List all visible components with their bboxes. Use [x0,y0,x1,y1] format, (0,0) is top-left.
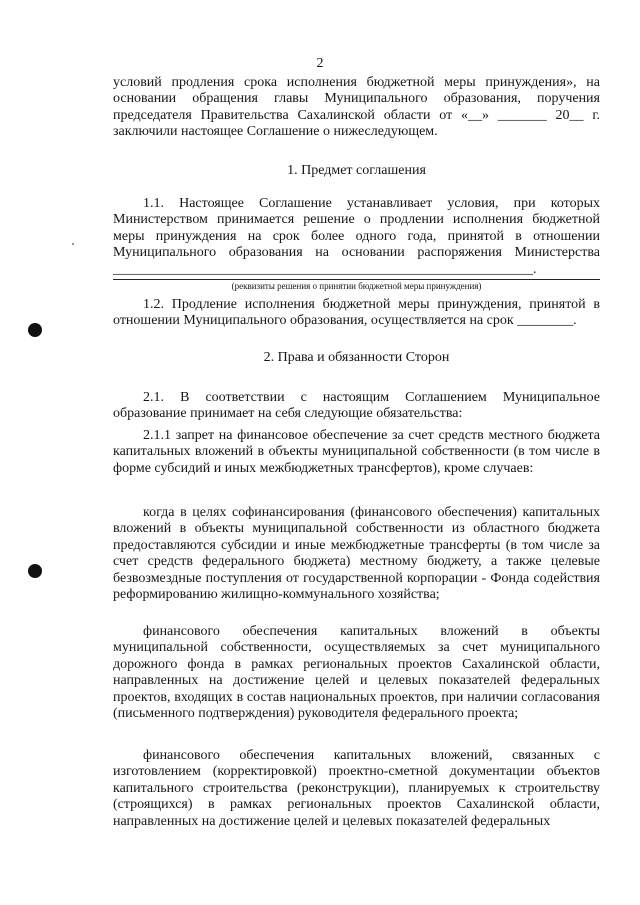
clause-2-1: 2.1. В соответствии с настоящим Соглашением Муниципальное образование принимает на себя следующие обязательства: [113,390,600,422]
scan-speck [72,243,74,245]
clause-1-1: 1.1. Настоящее Соглашение устанавливает условия, при которых Министерством принимается решение о продлении исполнения бюджетной меры принуждения на срок более одного года, принятой в отношении Муниципального образования на основании распоряжения Министерства ____________________________________________________________. [113,196,600,277]
section-2-heading: 2. Права и обязанности Сторон [263,350,450,365]
exception-case-road-fund: финансового обеспечения капитальных вложений в объекты муниципальной собственности, осуществляемых за счет муниципального дорожного фонда в рамках региональных проектов Сахалинской области, направленных на достижение целей и целевых показателей федеральных проектов, входящих в состав национальных проектов, при наличии согласования (письменного подтверждения) руководителя федерального проекта; [113,624,600,722]
exception-case-design-documentation: финансового обеспечения капитальных вложений, связанных с изготовлением (корректировкой) проектно-сметной документации объектов капитального строительства (реконструкции), планируемых к строительству (строящихся) в рамках региональных проектов Сахалинской области, направленных на достижение целей и целевых показателей федеральных [113,748,600,829]
requisites-caption: (реквизиты решения о принятии бюджетной меры принуждения) [231,281,482,291]
intro-paragraph: условий продления срока исполнения бюджетной меры принуждения», на основании обращения главы Муниципального образования, поручения председателя Правительства Сахалинской области от «__» _______ 20__ г. заключили настоящее Соглашение о нижеследующем. [113,75,600,140]
punch-hole-lower [28,564,42,578]
clause-2-1-1: 2.1.1 запрет на финансовое обеспечение за счет средств местного бюджета капитальных вложений в объекты муниципальной собственности (в том числе в форме субсидий и иных межбюджетных трансфертов), кроме случаев: [113,428,600,476]
section-1-heading: 1. Предмет соглашения [287,163,426,178]
page-number: 2 [316,56,324,71]
exception-case-cofinancing: когда в целях софинансирования (финансового обеспечения) капитальных вложений в объекты муниципальной собственности из областного бюджета предоставляются субсидии и иные межбюджетные трансферты (в том числе за счет средств федерального бюджета) местному бюджету, а также целевые безвозмездные поступления от государственной корпорации - Фонда содействия реформированию жилищно-коммунального хозяйства; [113,505,600,603]
punch-hole-upper [28,323,42,337]
clause-1-2: 1.2. Продление исполнения бюджетной меры принуждения, принятой в отношении Муниципального образования, осуществляется на срок ________. [113,297,600,329]
requisites-underline [113,279,600,280]
